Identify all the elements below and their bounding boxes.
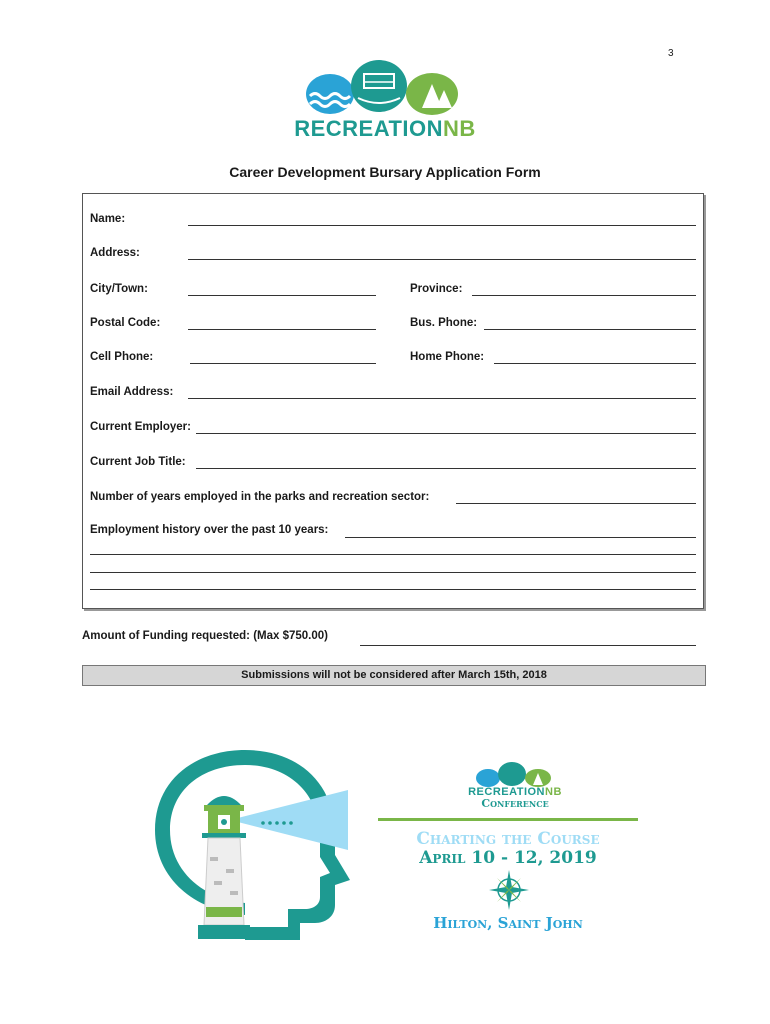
- conference-brand-prefix: RECREATION: [468, 786, 546, 798]
- logo-brand-prefix: RECREATION: [294, 116, 444, 141]
- employment-history-line-4[interactable]: [90, 589, 696, 590]
- conference-subtitle: Conference: [481, 797, 549, 810]
- logo-wordmark: [292, 116, 478, 142]
- employment-history-line-1[interactable]: [345, 537, 696, 538]
- name-label: Name:: [90, 213, 126, 225]
- funding-input-line[interactable]: [360, 645, 696, 646]
- city-input-line[interactable]: [188, 295, 376, 296]
- conference-divider: [378, 818, 638, 821]
- email-input-line[interactable]: [188, 398, 696, 399]
- postal-code-input-line[interactable]: [188, 329, 376, 330]
- province-label: Province:: [410, 283, 463, 295]
- address-input-line[interactable]: [188, 259, 696, 260]
- address-label: Address:: [90, 247, 140, 259]
- cell-phone-input-line[interactable]: [190, 363, 376, 364]
- name-input-line[interactable]: [188, 225, 696, 226]
- application-form-box: [82, 193, 704, 609]
- employment-history-label: Employment history over the past 10 years:: [90, 524, 329, 536]
- lighthouse-head-illustration: [150, 745, 370, 945]
- postal-code-label: Postal Code:: [90, 317, 161, 329]
- years-employed-label: Number of years employed in the parks and recreation sector:: [90, 491, 430, 503]
- logo-brand-suffix: NB: [443, 116, 476, 141]
- home-phone-input-line[interactable]: [494, 363, 696, 364]
- conference-logo-emblem-icon: [470, 760, 560, 788]
- city-label: City/Town:: [90, 283, 148, 295]
- lighthouse-icon: [150, 745, 370, 945]
- logo-emblem-icon: [300, 58, 470, 118]
- employment-history-line-2[interactable]: [90, 554, 696, 555]
- conference-venue: Hilton, Saint John: [433, 914, 583, 932]
- conference-theme: Charting the Course: [416, 829, 600, 849]
- compass-rose-icon: [489, 870, 529, 910]
- email-label: Email Address:: [90, 386, 174, 398]
- employer-label: Current Employer:: [90, 421, 191, 433]
- job-title-label: Current Job Title:: [90, 456, 186, 468]
- cell-phone-label: Cell Phone:: [90, 351, 154, 363]
- job-title-input-line[interactable]: [196, 468, 696, 469]
- conference-dates: April 10 - 12, 2019: [419, 848, 597, 868]
- page-number: 3: [668, 48, 674, 59]
- years-employed-input-line[interactable]: [456, 503, 696, 504]
- recreation-nb-logo: [294, 58, 476, 148]
- employer-input-line[interactable]: [196, 433, 696, 434]
- bus-phone-label: Bus. Phone:: [410, 317, 478, 329]
- submission-deadline-notice: Submissions will not be considered after March 15th, 2018: [82, 665, 706, 686]
- funding-label: Amount of Funding requested: (Max $750.00): [82, 630, 328, 642]
- form-title: Career Development Bursary Application Form: [229, 164, 541, 180]
- conference-brand-suffix: NB: [545, 786, 562, 798]
- bus-phone-input-line[interactable]: [484, 329, 696, 330]
- province-input-line[interactable]: [472, 295, 696, 296]
- home-phone-label: Home Phone:: [410, 351, 485, 363]
- employment-history-line-3[interactable]: [90, 572, 696, 573]
